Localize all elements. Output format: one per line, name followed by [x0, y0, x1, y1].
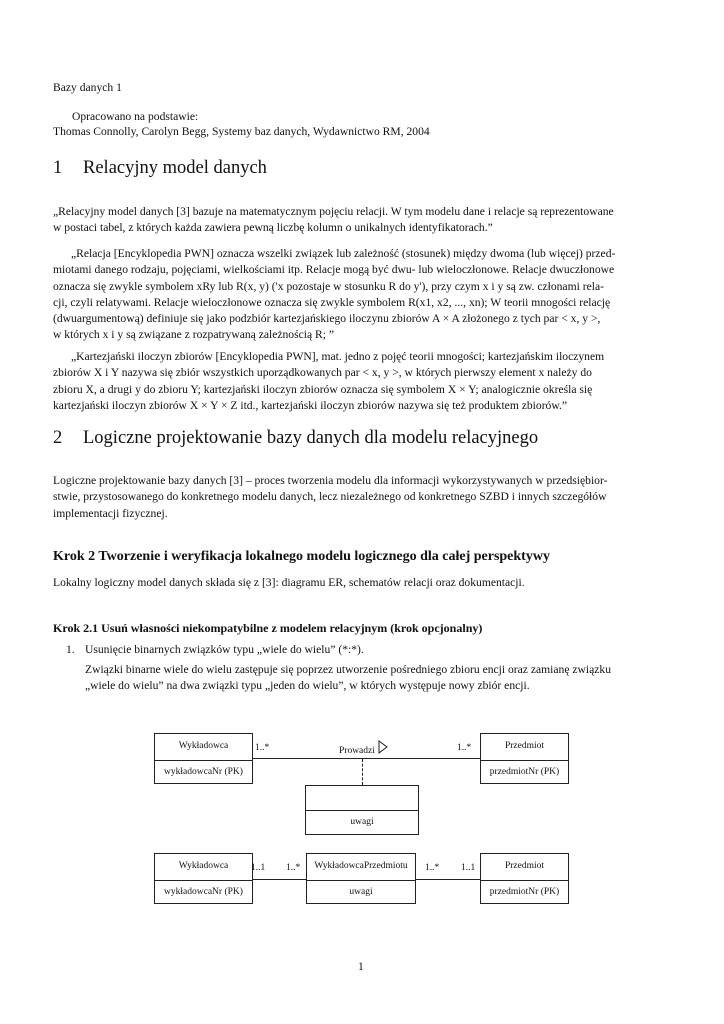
text-line: zbioru X, a drugi y do zbioru Y; kartezjański iloczyn zbiorów oznacza się symbolem X × Y; analogicznie określa się — [53, 382, 593, 396]
text-line: kartezjański iloczyn zbiorów X × Y × Z itd., kartezjański iloczyn zbiorów nazywa się też produktem zbiorów.” — [53, 398, 568, 412]
relationship-label: Prowadzi — [339, 746, 375, 756]
entity-name: Przedmiot — [504, 861, 545, 871]
entity-attribute: przedmiotNr (PK) — [489, 767, 560, 777]
text-line: w których x i y są związane z rozpatrywaną zależnością R; ” — [53, 328, 335, 342]
text-line: miotami danego rodzaju, pojęciami, wielkościami itp. Relacje mogą być dwu- lub wieloczłonowe. Relacje dwuczłonowe — [53, 263, 615, 277]
step-2-text: Lokalny logiczny model danych składa się z [3]: diagramu ER, schematów relacji oraz dokumentacji. — [53, 576, 525, 589]
text-line: stwie, przystosowanego do konkretnego modelu danych, lecz niezależnego od konkretnego SZBD i innych szczegółów — [53, 490, 607, 504]
text-line: „wiele do wielu” na dwa związki typu „jeden do wielu”, w których występuje nowy zbiór encji. — [85, 679, 530, 692]
entity-name: WykładowcaPrzedmiotu — [314, 861, 408, 871]
page-number: 1 — [358, 960, 364, 973]
document-header-title: Bazy danych 1 — [53, 81, 122, 94]
list-item-number: 1. — [66, 643, 75, 656]
section-1-title: Relacyjny model danych — [83, 158, 267, 178]
divider — [306, 810, 418, 811]
entity-wykladowca-przedmiotu — [306, 853, 416, 904]
multiplicity-left: 1..* — [255, 743, 270, 753]
text-line: „Kartezjański iloczyn zbiorów [Encyklopedia PWN], mat. jedno z pojęć teorii mnogości; kartezjańskim iloczynem — [71, 350, 605, 363]
text-line: implementacji fizycznej. — [53, 506, 168, 520]
entity-przedmiot-top — [480, 733, 569, 784]
list-item-title: Usunięcie binarnych związków typu „wiele do wielu” (*:*). — [85, 643, 364, 656]
text-line: „Relacja [Encyklopedia PWN] oznacza wszelki związek lub zależność (stosunek) między dwoma (lub więcej) przed- — [71, 247, 616, 260]
text-line: (dwuargumentową) definiuje się jako podzbiór kartezjańskiego iloczynu zbiorów A × A złożonego z tych par < x, y >, — [53, 312, 601, 326]
divider — [481, 760, 568, 761]
text-line: w postaci tabel, z których każda zawiera pewną liczbę kolumn o unikalnych identyfikatorach.” — [53, 221, 493, 235]
section-2-number: 2 — [53, 428, 63, 448]
entity-wykladowca-bottom — [154, 853, 253, 904]
source-intro: Opracowano na podstawie: — [72, 110, 199, 123]
entity-attribute: wykładowcaNr (PK) — [164, 767, 243, 777]
multiplicity: 1..* — [286, 863, 301, 873]
multiplicity: 1..* — [425, 863, 440, 873]
text-line: oznacza się zwykle symbolem xRy lub R(x, y) ('x pozostaje w stosunku R do y'), przy czym x i y są zw. członami rela- — [53, 279, 604, 293]
entity-przedmiot-bottom — [480, 853, 569, 904]
direction-arrow-icon — [378, 740, 388, 754]
entity-name: Wykładowca — [178, 741, 229, 751]
association-line — [253, 758, 480, 759]
text-line: Logiczne projektowanie bazy danych [3] – proces tworzenia modelu dla informacji wykorzystywanych w przedsiębior- — [53, 474, 608, 487]
text-line: „Relacyjny model danych [3] bazuje na matematycznym pojęciu relacji. W tym modelu dane i relacje są reprezentowane — [53, 205, 614, 218]
entity-name: Przedmiot — [504, 741, 545, 751]
entity-attribute: przedmiotNr (PK) — [489, 887, 560, 897]
step-2-heading: Krok 2 Tworzenie i weryfikacja lokalnego modelu logicznego dla całej perspektywy — [53, 549, 550, 564]
divider — [307, 880, 415, 881]
divider — [155, 880, 252, 881]
entity-attribute: uwagi — [349, 887, 373, 897]
text-line: Związki binarne wiele do wielu zastępuje się poprzez utworzenie pośredniego zbioru encji oraz zamianę związku — [85, 663, 611, 676]
text-line: cji, czyli relatywami. Relacje wieloczłonowe oznacza się zwykle symbolem R(x1, x2, ..., xn); W teorii mnogości relację — [53, 295, 611, 309]
multiplicity-right: 1..* — [457, 743, 472, 753]
multiplicity: 1..1 — [251, 863, 266, 873]
entity-wykladowca-top — [154, 733, 253, 784]
association-class-link — [362, 759, 363, 785]
association-attribute: uwagi — [350, 817, 374, 827]
section-1-number: 1 — [53, 158, 63, 178]
section-2-title: Logiczne projektowanie bazy danych dla modelu relacyjnego — [83, 428, 539, 448]
multiplicity: 1..1 — [461, 863, 476, 873]
text-line: zbiorów X i Y nazywa się zbiór wszystkich uporządkowanych par < x, y >, w których pierwszy element x należy do — [53, 366, 592, 380]
entity-attribute: wykładowcaNr (PK) — [164, 887, 243, 897]
association-line-left — [253, 879, 306, 880]
source-reference: Thomas Connolly, Carolyn Begg, Systemy baz danych, Wydawnictwo RM, 2004 — [53, 125, 430, 138]
entity-name: Wykładowca — [178, 861, 229, 871]
association-class-box — [305, 785, 419, 835]
step-2-1-heading: Krok 2.1 Usuń własności niekompatybilne z modelem relacyjnym (krok opcjonalny) — [53, 621, 483, 635]
association-line-right — [416, 879, 480, 880]
divider — [155, 760, 252, 761]
divider — [481, 880, 568, 881]
